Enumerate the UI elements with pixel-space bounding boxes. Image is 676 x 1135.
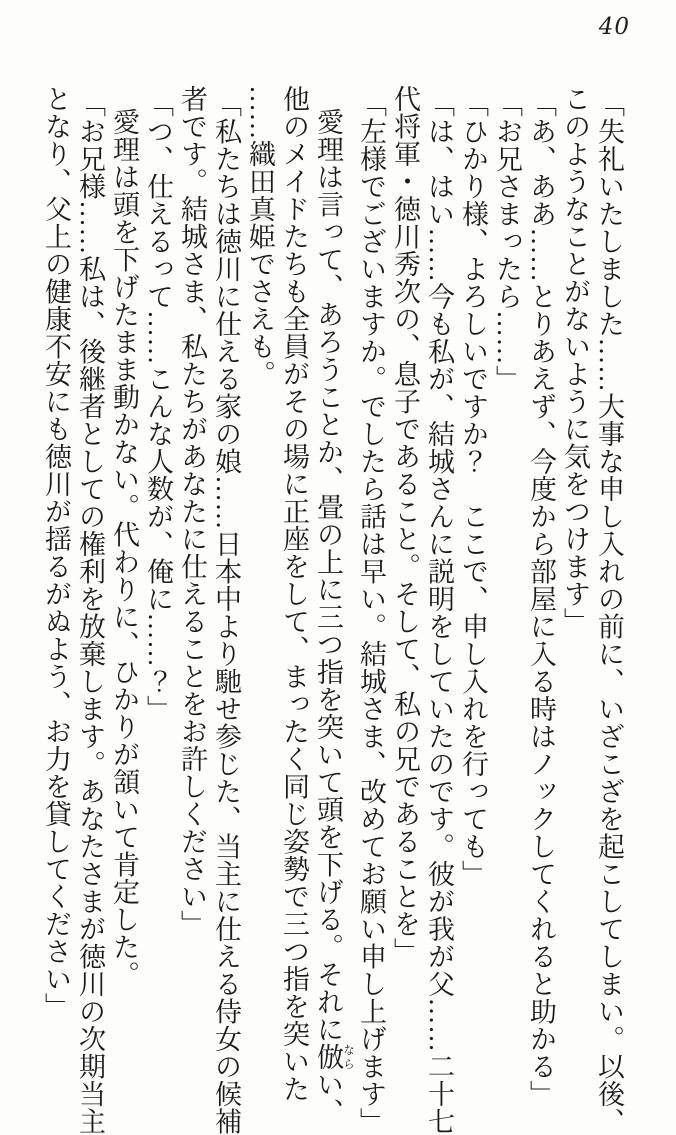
text-line: 「つ、仕えるって……こんな人数が、俺に……？」 bbox=[143, 90, 173, 723]
text-line: 「は、はい……今も私が、結城さんに説明をしていたのです。彼が我が父……二十七 bbox=[424, 90, 454, 1135]
text-line: 「私たちは徳川に仕える家の娘……日本中より馳せ参じた、当主に仕える侍女の候補 bbox=[211, 90, 241, 1135]
text-line: ……織田真姫でさえも。 bbox=[245, 85, 275, 388]
text-line: 代将軍・徳川秀次の、息子であること。そして、私の兄であることを」 bbox=[390, 85, 420, 965]
text-line: 愛理は言って、あろうことか、畳の上に三つ指を突いて頭を下げる。それに倣 ならい、 bbox=[313, 107, 354, 1126]
text-line: 「ひかり様、よろしいですか？ ここで、申し入れを行っても」 bbox=[458, 90, 488, 888]
text-line: 「あ、ああ……とりあえず、今度から部屋に入る時はノックしてくれると助かる」 bbox=[526, 90, 556, 1108]
text-line: 他のメイドたちも全員がその場に正座をして、まったく同じ姿勢で三つ指を突いた bbox=[279, 85, 309, 1103]
text-line: となり、父上の健康不安にも徳川が揺るがぬよう、お力を貸してください」 bbox=[41, 85, 71, 1020]
page-number: 40 bbox=[598, 14, 630, 40]
text-line: 者です。結城さま、私たちがあなたに仕えることをお許しください」 bbox=[177, 85, 207, 938]
text-line: 「お兄様……私は、後継者としての権利を放棄します。あなたさまが徳川の次期当主 bbox=[75, 90, 105, 1135]
furigana-ruby: 倣 なら bbox=[313, 1042, 354, 1071]
text-line: 「お兄さまったら……」 bbox=[492, 90, 522, 393]
text-line: 愛理は頭を下げたまま動かない。代わりに、ひかりが頷いて肯定した。 bbox=[109, 107, 139, 988]
text-column-area bbox=[39, 85, 626, 1135]
text-line: 「失礼いたしました……大事な申し入れの前に、いざこざを起こしてしまい。以後、 bbox=[594, 90, 624, 1135]
text-line: このようなことがないように気をつけます」 bbox=[560, 85, 590, 635]
text-line: 「左様でございますか。でしたら話は早い。結城さま、改めてお願い申し上げます」 bbox=[356, 90, 386, 1135]
